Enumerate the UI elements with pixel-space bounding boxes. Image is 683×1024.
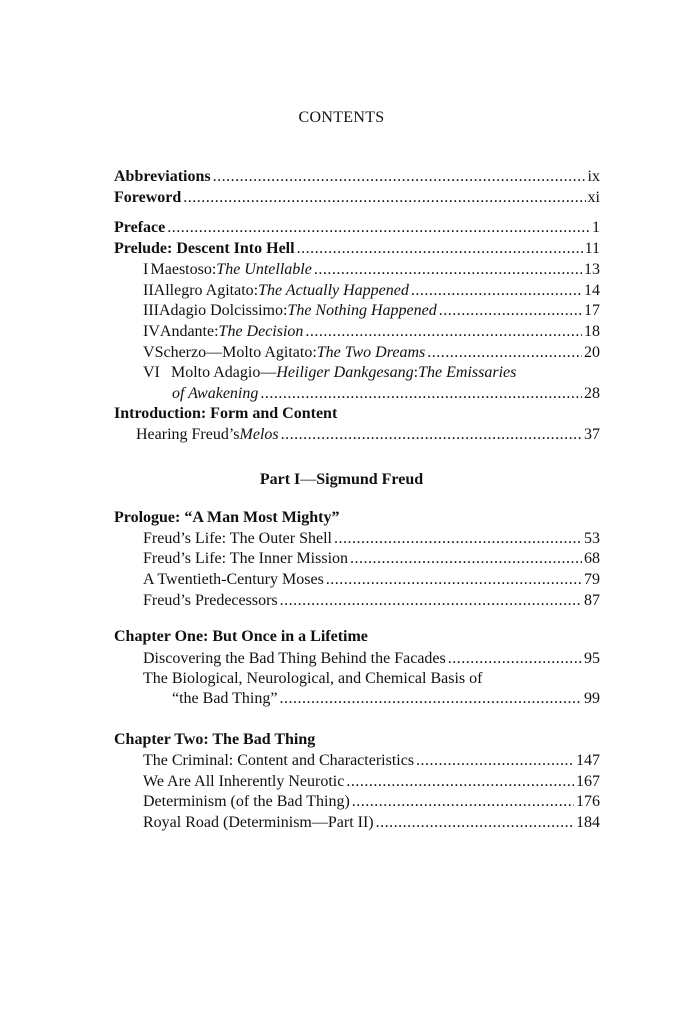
movement-number: IV xyxy=(143,323,160,340)
entry-label-italic: Melos xyxy=(239,426,279,443)
leader-dots xyxy=(297,238,583,259)
part-dash: — xyxy=(300,471,317,488)
leader-dots xyxy=(260,383,582,404)
movement-name: Scherzo—Molto Agitato: xyxy=(154,344,317,361)
movement-title: The Two Dreams xyxy=(316,344,426,361)
entry-label: Prologue: “A Man Most Mighty” xyxy=(114,509,340,526)
page-number: 1 xyxy=(592,219,600,236)
toc-entry-abbreviations[interactable] xyxy=(114,166,600,187)
toc-heading-prologue[interactable] xyxy=(114,507,600,528)
entry-label: The Criminal: Content and Characteristics xyxy=(143,752,415,769)
toc-entry-movement-vi[interactable] xyxy=(143,362,600,383)
movement-number: I xyxy=(143,261,149,278)
leader-dots xyxy=(376,812,574,833)
page-number: 79 xyxy=(584,571,600,588)
toc-heading-chapter-one[interactable] xyxy=(114,626,600,647)
page-number: 87 xyxy=(584,592,600,609)
page-number: 11 xyxy=(584,240,600,257)
entry-label: Preface xyxy=(114,219,166,236)
page-number: 14 xyxy=(584,282,600,299)
leader-dots xyxy=(350,548,582,569)
movement-title-b: The Emissaries xyxy=(418,364,517,381)
toc-entry-sub[interactable] xyxy=(143,771,600,792)
leader-dots xyxy=(346,771,574,792)
leader-dots xyxy=(279,688,582,709)
movement-name: Molto Adagio— xyxy=(171,364,277,381)
page-number: 147 xyxy=(576,752,600,769)
toc-entry-preface[interactable] xyxy=(114,217,600,238)
toc-entry-sub[interactable] xyxy=(143,569,600,590)
leader-dots xyxy=(314,259,582,280)
toc-entry-foreword[interactable] xyxy=(114,187,600,208)
leader-dots xyxy=(305,321,582,342)
entry-label: We Are All Inherently Neurotic xyxy=(143,773,345,790)
toc-entry-movement-vi-continued[interactable] xyxy=(172,383,600,404)
toc-entry-movement[interactable] xyxy=(143,342,600,363)
toc-entry-movement[interactable] xyxy=(143,321,600,342)
page-number: 13 xyxy=(584,261,600,278)
movement-title: The Untellable xyxy=(216,261,312,278)
entry-label: “the Bad Thing” xyxy=(172,690,278,707)
toc-entry-sub[interactable] xyxy=(143,548,600,569)
leader-dots xyxy=(352,791,574,812)
toc-heading-chapter-two[interactable] xyxy=(114,729,600,750)
entry-label: A Twentieth-Century Moses xyxy=(143,571,324,588)
leader-dots xyxy=(411,280,582,301)
page-number: 95 xyxy=(584,650,600,667)
movement-title: The Decision xyxy=(218,323,304,340)
page-number: 184 xyxy=(576,814,600,831)
leader-dots xyxy=(281,424,582,445)
leader-dots xyxy=(167,217,590,238)
leader-dots xyxy=(448,648,582,669)
movement-name: Andante: xyxy=(159,323,219,340)
entry-label: Determinism (of the Bad Thing) xyxy=(143,793,350,810)
movement-name: Adagio Dolcissimo: xyxy=(158,302,288,319)
movement-title: The Actually Happened xyxy=(258,282,409,299)
toc-entry-hearing-freud[interactable] xyxy=(136,424,600,445)
toc-entry-movement[interactable] xyxy=(143,300,600,321)
page-number: 17 xyxy=(584,302,600,319)
page-number: 20 xyxy=(584,344,600,361)
page-title: CONTENTS xyxy=(298,109,385,126)
entry-label: Royal Road (Determinism—Part II) xyxy=(143,814,374,831)
entry-label: Abbreviations xyxy=(114,168,211,185)
entry-label: Discovering the Bad Thing Behind the Facades xyxy=(143,650,446,667)
movement-title: The Nothing Happened xyxy=(287,302,437,319)
toc-entry-sub-continued[interactable] xyxy=(172,688,600,709)
toc-entry-sub[interactable] xyxy=(143,750,600,771)
toc-entry-sub[interactable] xyxy=(143,812,600,833)
toc-entry-sub[interactable] xyxy=(143,590,600,611)
page-number: 37 xyxy=(584,426,600,443)
leader-dots xyxy=(439,300,582,321)
entry-label: The Biological, Neurological, and Chemical Basis of xyxy=(143,670,483,687)
movement-number: VI xyxy=(143,364,160,381)
entry-label: Foreword xyxy=(114,189,182,206)
part-title: Sigmund Freud xyxy=(316,471,424,488)
movement-number: V xyxy=(143,344,155,361)
toc-entry-sub[interactable] xyxy=(143,668,600,689)
movement-title-a: Heiliger Dankgesang xyxy=(276,364,414,381)
movement-name: Allegro Agitato: xyxy=(153,282,259,299)
entry-label: Freud’s Predecessors xyxy=(143,592,278,609)
entry-label: Prelude: Descent Into Hell xyxy=(114,240,295,257)
page-number: 99 xyxy=(584,690,600,707)
leader-dots xyxy=(416,750,574,771)
movement-title-continued: of Awakening xyxy=(172,385,259,402)
movement-name: Maestoso: xyxy=(150,261,217,278)
page-number: 28 xyxy=(584,385,600,402)
movement-number: III xyxy=(143,302,159,319)
page-number: 18 xyxy=(584,323,600,340)
entry-label: Freud’s Life: The Inner Mission xyxy=(143,550,349,567)
toc-entry-sub[interactable] xyxy=(143,791,600,812)
page-number: 176 xyxy=(576,793,600,810)
page-number: 167 xyxy=(576,773,600,790)
page-number: ix xyxy=(587,168,600,185)
entry-label: Hearing Freud’s xyxy=(136,426,240,443)
toc-entry-movement[interactable] xyxy=(143,259,600,280)
leader-dots xyxy=(213,166,586,187)
toc-entry-prelude[interactable] xyxy=(114,238,600,259)
leader-dots xyxy=(334,528,582,549)
page-number: 53 xyxy=(584,530,600,547)
part-heading xyxy=(0,471,683,489)
leader-dots xyxy=(326,569,582,590)
entry-label: Introduction: Form and Content xyxy=(114,405,338,422)
toc-entry-sub[interactable] xyxy=(143,648,600,669)
entry-label: Freud’s Life: The Outer Shell xyxy=(143,530,332,547)
toc-heading-introduction[interactable] xyxy=(114,403,600,424)
toc-entry-sub[interactable] xyxy=(143,528,600,549)
leader-dots xyxy=(183,187,585,208)
page-number: xi xyxy=(587,189,600,206)
part-number: Part I xyxy=(259,471,301,488)
movement-number: II xyxy=(143,282,154,299)
toc-entry-movement[interactable] xyxy=(143,280,600,301)
title-separator: : xyxy=(413,364,419,381)
leader-dots xyxy=(280,590,582,611)
entry-label: Chapter One: But Once in a Lifetime xyxy=(114,628,368,645)
entry-label: Chapter Two: The Bad Thing xyxy=(114,731,316,748)
leader-dots xyxy=(427,342,582,363)
page-number: 68 xyxy=(584,550,600,567)
